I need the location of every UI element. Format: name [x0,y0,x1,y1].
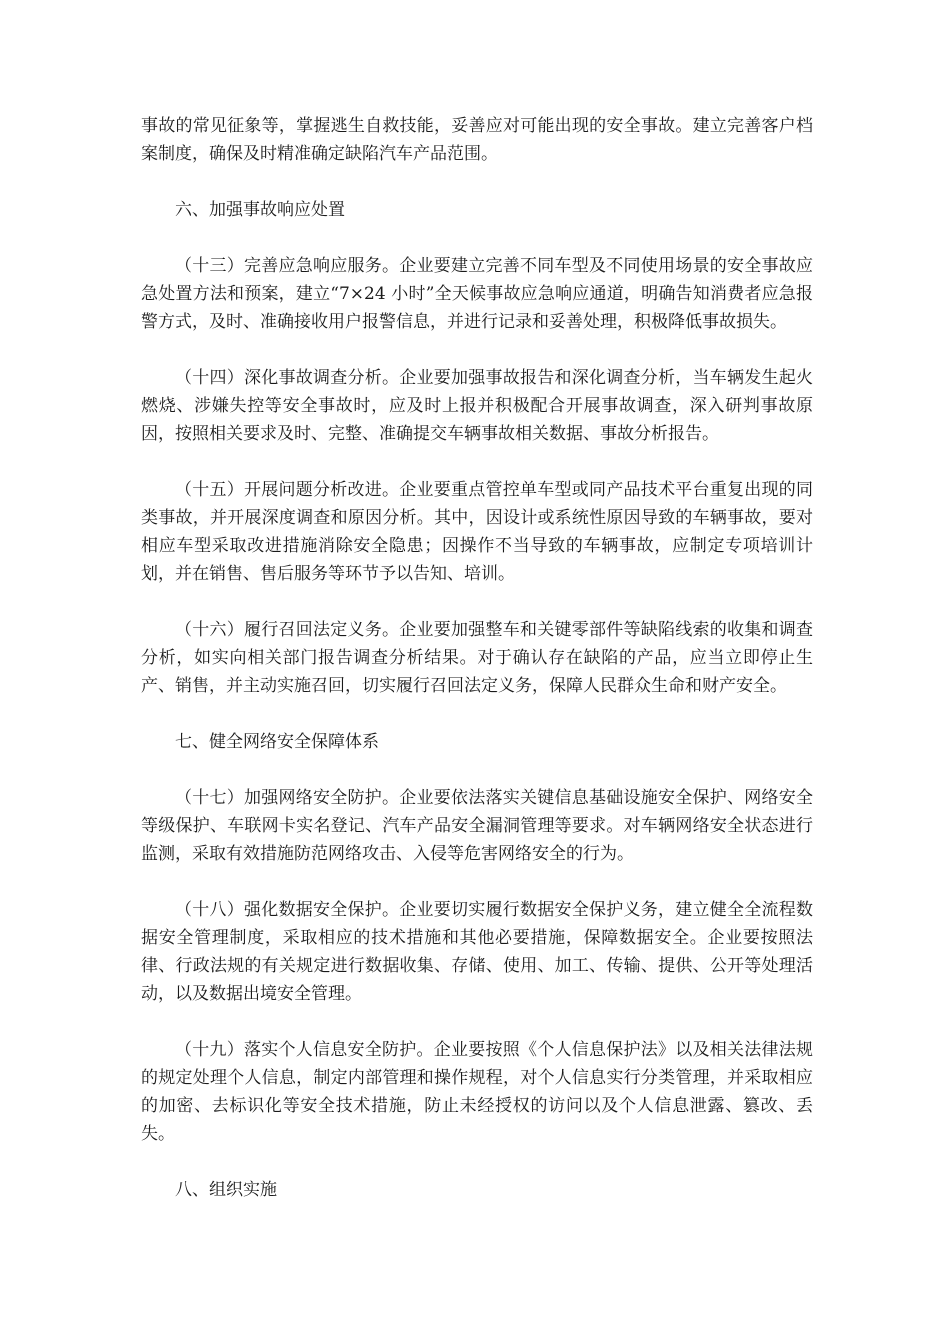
section-heading-6: 六、加强事故响应处置 [175,200,345,220]
paragraph-18: （十八）强化数据安全保护。企业要切实履行数据安全保护义务，建立健全全流程数据安全管理制度，采取相应的技术措施和其他必要措施，保障数据安全。企业要按照法律、行政法规的有关规定进行数据收集、存储、使用、加工、传输、提供、公开等处理活动，以及数据出境安全管理。 [141,900,813,1004]
section-heading-7: 七、健全网络安全保障体系 [175,732,379,752]
paragraph-continuation: 事故的常见征象等，掌握逃生自救技能，妥善应对可能出现的安全事故。建立完善客户档案制度，确保及时精准确定缺陷汽车产品范围。 [141,116,813,164]
paragraph-14: （十四）深化事故调查分析。企业要加强事故报告和深化调查分析，当车辆发生起火燃烧、涉嫌失控等安全事故时，应及时上报并积极配合开展事故调查，深入研判事故原因，按照相关要求及时、完整、准确提交车辆事故相关数据、事故分析报告。 [141,368,813,444]
paragraph-15: （十五）开展问题分析改进。企业要重点管控单车型或同产品技术平台重复出现的同类事故，并开展深度调查和原因分析。其中，因设计或系统性原因导致的车辆事故，要对相应车型采取改进措施消除安全隐患；因操作不当导致的车辆事故，应制定专项培训计划，并在销售、售后服务等环节予以告知、培训。 [141,480,813,584]
section-heading-8: 八、组织实施 [175,1180,277,1200]
paragraph-19: （十九）落实个人信息安全防护。企业要按照《个人信息保护法》以及相关法律法规的规定处理个人信息，制定内部管理和操作规程，对个人信息实行分类管理，并采取相应的加密、去标识化等安全技术措施，防止未经授权的访问以及个人信息泄露、篡改、丢失。 [141,1040,813,1144]
paragraph-17: （十七）加强网络安全防护。企业要依法落实关键信息基础设施安全保护、网络安全等级保护、车联网卡实名登记、汽车产品安全漏洞管理等要求。对车辆网络安全状态进行监测，采取有效措施防范网络攻击、入侵等危害网络安全的行为。 [141,788,813,864]
paragraph-13: （十三）完善应急响应服务。企业要建立完善不同车型及不同使用场景的安全事故应急处置方法和预案，建立“7×24 小时”全天候事故应急响应通道，明确告知消费者应急报警方式，及时、准确接收用户报警信息，并进行记录和妥善处理，积极降低事故损失。 [141,256,813,332]
document-body [141,112,813,1232]
paragraph-16: （十六）履行召回法定义务。企业要加强整车和关键零部件等缺陷线索的收集和调查分析，如实向相关部门报告调查分析结果。对于确认存在缺陷的产品，应当立即停止生产、销售，并主动实施召回，切实履行召回法定义务，保障人民群众生命和财产安全。 [141,620,813,696]
